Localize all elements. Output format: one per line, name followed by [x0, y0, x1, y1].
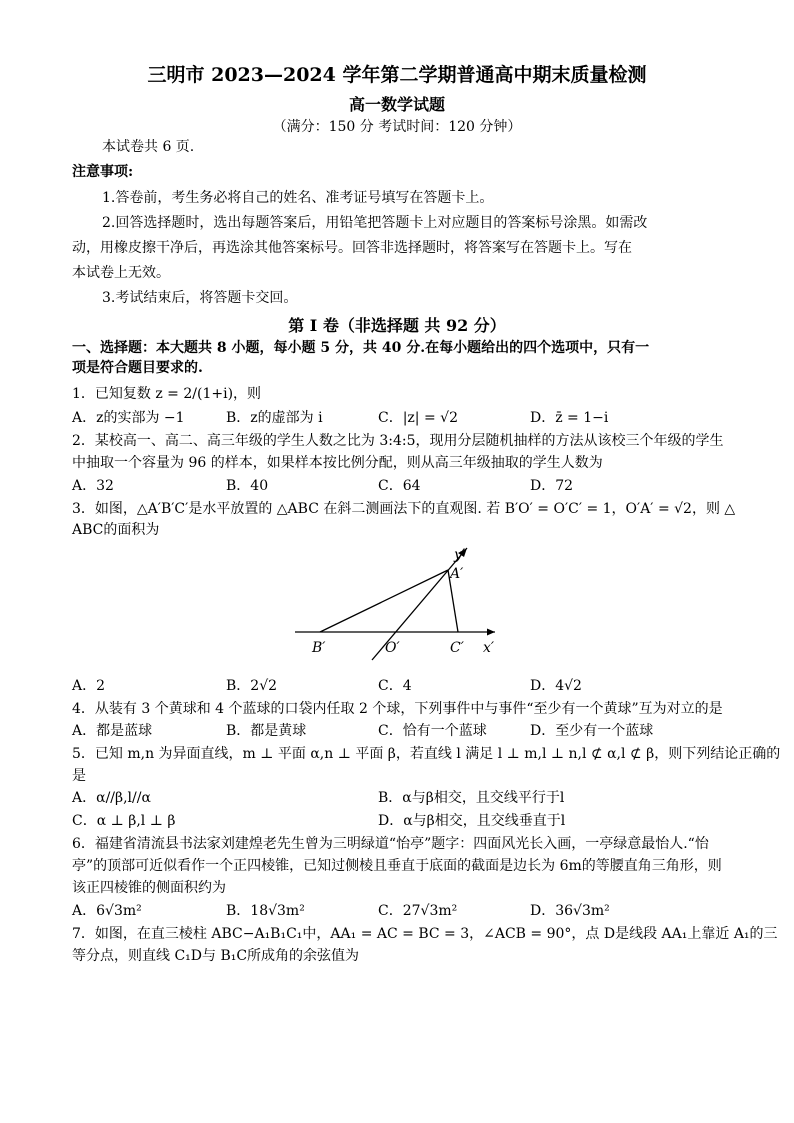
q4-option-d: D．至少有一个蓝球	[530, 723, 654, 739]
q7-stem-2: 等分点，则直线 C₁D与 B₁C所成角的余弦值为	[72, 948, 360, 964]
x-axis-arrow	[487, 629, 495, 636]
q1-option-b: B．z的虚部为 i	[226, 410, 323, 426]
q2-option-c: C．64	[378, 478, 421, 494]
exam-info: （满分：150 分 考试时间：120 分钟）	[272, 119, 522, 135]
q7-stem-1: 7．如图，在直三棱柱 ABC−A₁B₁C₁中，AA₁ = AC = BC = 3，∠ACB = 90°，点 D是线段 AA₁上靠近 A₁的三	[72, 926, 778, 942]
q6-option-d: D．36√3m²	[530, 903, 610, 919]
q3-option-b: B．2√2	[226, 678, 278, 694]
section-instruction-1: 一、选择题：本大题共 8 小题，每小题 5 分，共 40 分.在每小题给出的四个选项中，只有一	[72, 340, 650, 356]
exam-subtitle: 高一数学试题	[348, 95, 445, 114]
q1-option-d: D．z̄ = 1−i	[530, 410, 609, 426]
label-x-axis: x′	[483, 640, 495, 656]
q6-stem-1: 6．福建省清流县书法家刘建煌老先生曾为三明绿道“怡亭”题字：四面风光长入画，一亭绿意最怡人.“怡	[72, 836, 709, 852]
q6-option-c: C．27√3m²	[378, 903, 458, 919]
q6-option-b: B．18√3m²	[226, 903, 305, 919]
q5-option-a: A．α//β,l//α	[72, 790, 151, 806]
label-a: A′	[450, 566, 464, 582]
q4-option-c: C．恰有一个蓝球	[378, 723, 487, 739]
q3-stem-1: 3．如图，△A′B′C′是水平放置的 △ABC 在斜二测画法下的直观图. 若 B′O′ = O′C′ = 1，O′A′ = √2，则 △	[72, 501, 736, 517]
q3-option-c: C．4	[378, 678, 412, 694]
q1-option-c: C．|z| = √2	[378, 410, 458, 426]
q5-stem-2: 是	[72, 768, 86, 784]
q1-option-a: A．z的实部为 −1	[72, 410, 185, 426]
q1-stem: 1．已知复数 z = 2/(1+i)，则	[72, 386, 262, 402]
q5-stem-1: 5．已知 m,n 为异面直线，m ⊥ 平面 α,n ⊥ 平面 β，若直线 l 满足 l ⊥ m,l ⊥ n,l ⊄ α,l ⊄ β，则下列结论正确的	[72, 746, 781, 762]
q2-option-b: B．40	[226, 478, 269, 494]
q3-option-a: A．2	[72, 678, 106, 694]
label-b: B′	[312, 640, 326, 656]
note-3: 3.考试结束后，将答题卡交回。	[102, 290, 298, 306]
q3-option-d: D．4√2	[530, 678, 582, 694]
q6-stem-3: 该正四棱锥的侧面积约为	[72, 880, 226, 896]
note-2-cont2: 本试卷上无效。	[72, 265, 170, 281]
label-o: O′	[385, 640, 400, 656]
q6-option-a: A．6√3m²	[72, 903, 142, 919]
label-y-axis: y′	[454, 547, 466, 563]
note-1: 1.答卷前，考生务必将自己的姓名、准考证号填写在答题卡上。	[102, 190, 494, 206]
q3-stem-2: ABC的面积为	[72, 522, 160, 538]
q2-option-a: A．32	[72, 478, 114, 494]
q2-stem-2: 中抽取一个容量为 96 的样本，如果样本按比例分配，则从高三年级抽取的学生人数为	[72, 455, 603, 471]
q4-stem: 4．从装有 3 个黄球和 4 个蓝球的口袋内任取 2 个球，下列事件中与事件“至少有一个黄球”互为对立的是	[72, 701, 723, 717]
section-instruction-2: 项是符合题目要求的.	[72, 360, 203, 376]
q2-option-d: D．72	[530, 478, 574, 494]
page-count: 本试卷共 6 页.	[102, 139, 195, 155]
exam-title: 三明市 2023—2024 学年第二学期普通高中期末质量检测	[147, 64, 647, 86]
q5-option-d: D．α与β相交，且交线垂直于l	[378, 813, 566, 829]
label-c: C′	[450, 640, 464, 656]
oblique-projection-figure	[290, 540, 505, 665]
q4-option-b: B．都是黄球	[226, 723, 307, 739]
q6-stem-2: 亭”的顶部可近似看作一个正四棱锥，已知过侧棱且垂直于底面的截面是边长为 6m的等腰直角三角形，则	[72, 858, 722, 874]
q5-option-c: C．α ⊥ β,l ⊥ β	[72, 813, 176, 829]
q4-option-a: A．都是蓝球	[72, 723, 153, 739]
notice-heading: 注意事项:	[72, 164, 134, 180]
segment-b-a	[320, 570, 448, 632]
section-title: 第 I 卷（非选择题 共 92 分）	[288, 316, 506, 335]
q5-option-b: B．α与β相交，且交线平行于l	[378, 790, 565, 806]
q2-stem-1: 2．某校高一、高二、高三年级的学生人数之比为 3:4:5，现用分层随机抽样的方法从该校三个年级的学生	[72, 433, 724, 449]
note-2: 2.回答选择题时，选出每题答案后，用铅笔把答题卡上对应题目的答案标号涂黑。如需改	[102, 215, 648, 231]
note-2-cont: 动，用橡皮擦干净后，再选涂其他答案标号。回答非选择题时，将答案写在答题卡上。写在	[72, 240, 632, 256]
